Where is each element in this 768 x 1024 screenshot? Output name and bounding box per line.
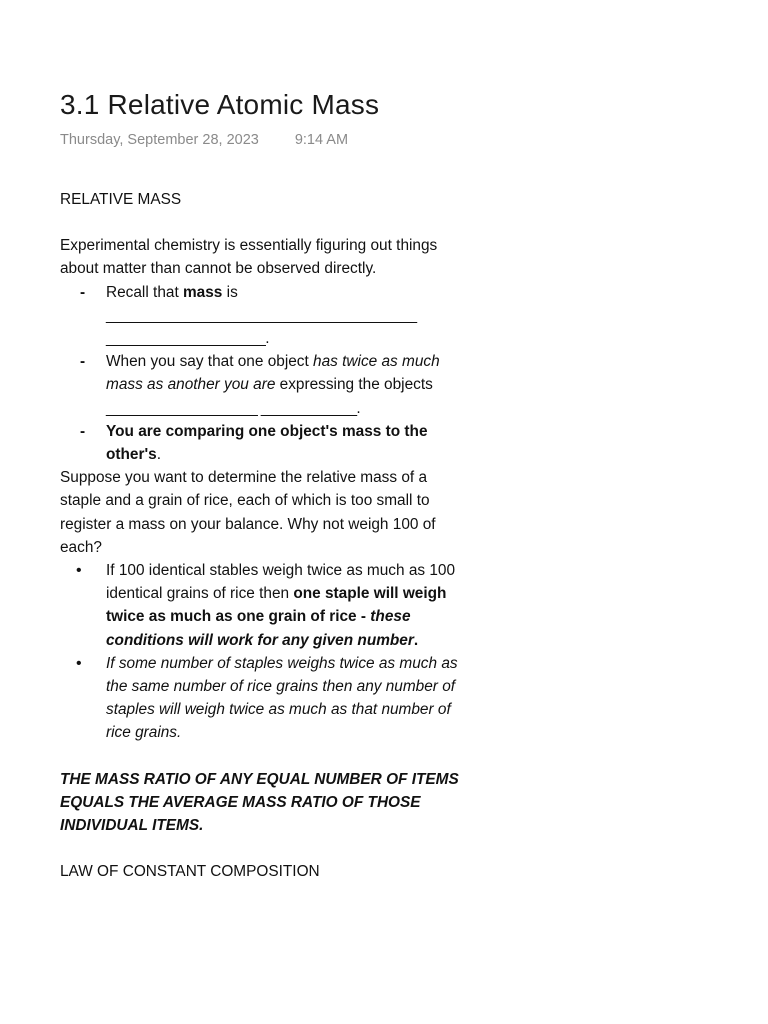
dash-list — [60, 281, 470, 467]
bullet-marker: • — [76, 562, 82, 580]
bullet-list — [60, 559, 470, 745]
item-text: is — [222, 283, 238, 301]
item-text: If 100 identical stables weigh twice as much as 100 identical grains of rice then — [106, 562, 456, 603]
section-heading-law: LAW OF CONSTANT COMPOSITION — [60, 863, 320, 881]
note-datetime — [60, 130, 470, 150]
bullet-list-item — [60, 559, 470, 652]
dash-marker: - — [80, 353, 86, 371]
item-bold-text: You are comparing one object's mass to the other's — [106, 422, 428, 464]
dash-list-item — [60, 350, 470, 420]
ratio-statement — [60, 768, 470, 838]
fill-in-blank: ___________________ ____________. — [106, 399, 361, 417]
item-bold-italic-text: these conditions will work for any given number — [106, 608, 414, 649]
item-bold-text: mass — [183, 283, 223, 301]
item-italic-text: has twice as much mass as another you are — [106, 353, 440, 394]
dash-marker: - — [80, 422, 86, 440]
note-date: Thursday, September 28, 2023 — [60, 132, 259, 148]
item-bold-text: one staple will weigh twice as much as one grain of rice - — [106, 585, 447, 626]
suppose-paragraph: Suppose you want to determine the relative mass of a staple and a grain of rice, each of which is too small to register a mass on your balance. Why not weigh 100 of each? — [60, 469, 436, 556]
item-text: When you say that one object — [106, 353, 314, 371]
ratio-statement-text: THE MASS RATIO OF ANY EQUAL NUMBER OF ITEMS EQUALS THE AVERAGE MASS RATIO OF THOSE INDIVIDUAL ITEMS. — [60, 770, 459, 835]
dash-list-item — [60, 281, 470, 351]
note-body — [60, 188, 470, 883]
note-time: 9:14 AM — [294, 132, 349, 148]
bullet-list-item — [60, 652, 470, 745]
item-bold-text: . — [413, 631, 419, 649]
dash-list-item — [60, 420, 470, 466]
item-text: expressing the objects — [275, 376, 433, 394]
section-heading-relative-mass: RELATIVE MASS — [60, 191, 182, 208]
item-text: Recall that — [106, 283, 183, 301]
intro-paragraph: Experimental chemistry is essentially figuring out things about matter than cannot be observed directly. — [60, 237, 438, 278]
fill-in-blank: _______________________________________ — [106, 306, 417, 324]
bullet-marker: • — [76, 654, 82, 672]
page-title: 3.1 Relative Atomic Mass — [60, 89, 380, 120]
dash-marker: - — [80, 283, 86, 301]
item-text: . — [156, 446, 161, 464]
fill-in-blank: ____________________. — [106, 330, 269, 348]
note-page — [60, 86, 470, 883]
item-italic-text: If some number of staples weighs twice as much as the same number of rice grains then any number of staples will weigh twice as much as that number of rice grains. — [106, 654, 458, 742]
